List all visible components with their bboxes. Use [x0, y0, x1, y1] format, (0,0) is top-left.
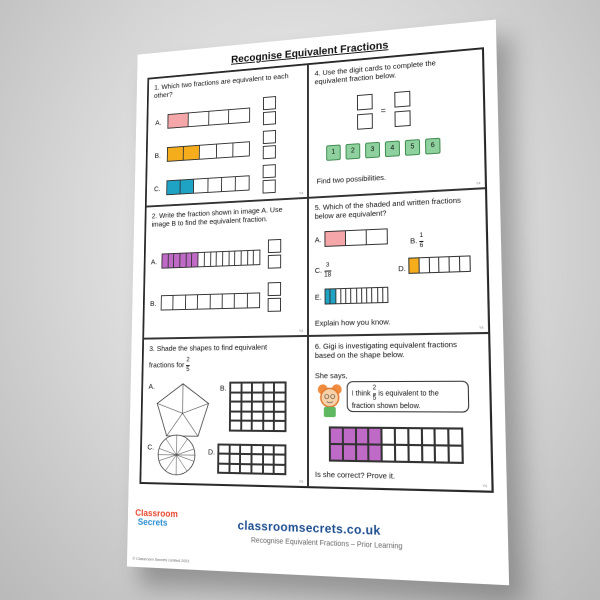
answer-box[interactable]	[263, 164, 276, 178]
q3-option-b-label: B.	[219, 383, 227, 393]
question-grid	[139, 47, 493, 493]
digit-card[interactable]: 5	[405, 139, 420, 156]
question-3-text: 3. Shade the shapes to find equivalent	[149, 342, 268, 353]
denominator-box[interactable]	[394, 110, 410, 127]
shaded-part	[184, 146, 200, 160]
shaded-part	[325, 231, 346, 246]
q1-bar-a	[167, 108, 250, 129]
fraction-three-eighteenths	[324, 263, 331, 279]
logo-line-2: Secrets	[137, 516, 168, 528]
numerator-box[interactable]	[394, 91, 410, 108]
shaded-part	[168, 147, 184, 161]
pentagon-shape[interactable]	[155, 382, 211, 440]
question-5-text: 5. Which of the shaded and written fractions below are equivalent?	[314, 195, 462, 222]
equals-sign: =	[380, 105, 386, 116]
speech-text-pre: I think	[351, 390, 371, 398]
digit-card[interactable]: 1	[326, 144, 341, 160]
question-2	[143, 198, 308, 339]
question-4-text: 4. Use the digit cards to complete the equivalent fraction below.	[314, 58, 436, 87]
copyright: © Classroom Secrets Limited 2021	[132, 555, 190, 564]
numerator: 2	[372, 384, 377, 392]
q1-bar-c	[166, 175, 249, 195]
numerator-box[interactable]	[357, 94, 373, 111]
logo-line-1: Classroom	[135, 507, 178, 520]
q5-bar-d	[408, 255, 471, 274]
numerator: 1	[419, 231, 424, 240]
denominator: 5	[186, 366, 190, 373]
speech-text-post: is equivalent to the fraction shown below.	[351, 390, 439, 411]
gigi-character-icon	[317, 383, 343, 418]
q3-option-d-label: D.	[207, 447, 216, 457]
answer-box[interactable]	[263, 179, 276, 193]
q5-option-a-label: A.	[314, 235, 322, 245]
answer-box[interactable]	[263, 96, 276, 110]
q5-option-c-letter: C.	[314, 265, 323, 275]
q3-option-c-label: C.	[147, 442, 155, 452]
q1-option-a-label: A.	[155, 118, 162, 127]
classroom-secrets-logo	[135, 507, 178, 547]
shaded-part	[181, 180, 195, 194]
circle-shape[interactable]	[156, 433, 197, 477]
answer-box[interactable]	[268, 282, 281, 296]
question-code: Y4	[298, 328, 304, 333]
shaded-part	[167, 180, 181, 194]
fraction-two-fifths	[373, 385, 377, 402]
q5-bar-a	[324, 228, 387, 247]
q4-footer: Find two possibilities.	[316, 172, 387, 186]
answer-box[interactable]	[268, 298, 281, 312]
shaded-part	[409, 258, 419, 273]
fraction-two-fifths	[186, 358, 190, 374]
numerator: 3	[325, 261, 330, 269]
worksheet-footer	[127, 504, 509, 578]
answer-box[interactable]	[268, 255, 281, 269]
square-grid-b[interactable]	[229, 381, 287, 432]
question-5	[308, 188, 489, 336]
question-1	[146, 64, 308, 206]
answer-box[interactable]	[268, 239, 281, 253]
question-code: Y4	[482, 483, 488, 488]
question-3-text-2	[149, 357, 301, 374]
question-6-text: 6. Gigi is investigating equivalent fractions based on the shape below.	[314, 339, 458, 361]
worksheet-page	[127, 20, 509, 586]
question-6	[308, 333, 493, 492]
q1-option-c-label: C.	[153, 184, 161, 194]
q5-option-e-label: E.	[314, 292, 322, 302]
answer-box[interactable]	[263, 111, 276, 125]
q2-option-b-label: B.	[150, 299, 157, 308]
q2-option-a-label: A.	[150, 257, 158, 267]
q2-bar-b	[161, 292, 260, 310]
q5-footer: Explain how you know.	[314, 317, 391, 328]
q1-option-b-label: B.	[154, 151, 161, 160]
denominator: 5	[372, 394, 377, 402]
q5-option-b-label	[410, 233, 423, 250]
footer-subtitle: Recognise Equivalent Fractions – Prior Learning	[250, 537, 403, 551]
digit-card[interactable]: 3	[365, 142, 380, 159]
worksheet	[127, 20, 509, 586]
answer-box[interactable]	[263, 145, 276, 159]
q6-footer: Is she correct? Prove it.	[314, 469, 396, 481]
question-code: Y4	[299, 190, 304, 196]
q3-text-fractions-for: fractions for	[148, 360, 185, 370]
shaded-part	[168, 113, 188, 127]
question-4	[308, 48, 486, 198]
denominator-box[interactable]	[357, 113, 373, 130]
question-code: Y4	[298, 479, 304, 484]
q5-option-b-letter: B.	[410, 236, 418, 246]
question-3	[140, 336, 308, 487]
denominator: 6	[419, 241, 424, 249]
question-1-text: 1. Which two fractions are equivalent to each other?	[153, 71, 289, 101]
speech-bubble	[347, 381, 470, 413]
digit-card[interactable]: 2	[346, 143, 361, 160]
q5-option-c-label	[315, 263, 331, 279]
question-2-text: 2. Write the fraction shown in image A. Use image B to find the equivalent fraction.	[151, 204, 283, 230]
q6-says: She says,	[314, 370, 348, 381]
q5-option-d-label: D.	[398, 263, 406, 274]
q2-bar-a	[161, 250, 260, 269]
numerator: 2	[186, 356, 190, 364]
digit-card[interactable]: 6	[425, 138, 441, 155]
fraction-one-sixth	[419, 233, 423, 249]
question-code: Y4	[476, 180, 481, 186]
digit-cards	[326, 138, 440, 161]
shaded-grid	[329, 426, 464, 464]
square-grid-d[interactable]	[217, 443, 286, 475]
footer-url[interactable]: classroomsecrets.co.uk	[237, 518, 381, 539]
q3-option-a-label: A.	[148, 381, 155, 391]
q1-bar-b	[167, 141, 250, 162]
denominator: 18	[324, 270, 332, 279]
digit-card[interactable]: 4	[385, 140, 400, 157]
q5-bar-e	[325, 287, 389, 305]
worksheet-title: Recognise Equivalent Fractions	[230, 39, 389, 66]
answer-box[interactable]	[263, 130, 276, 144]
question-code: Y4	[479, 325, 484, 330]
